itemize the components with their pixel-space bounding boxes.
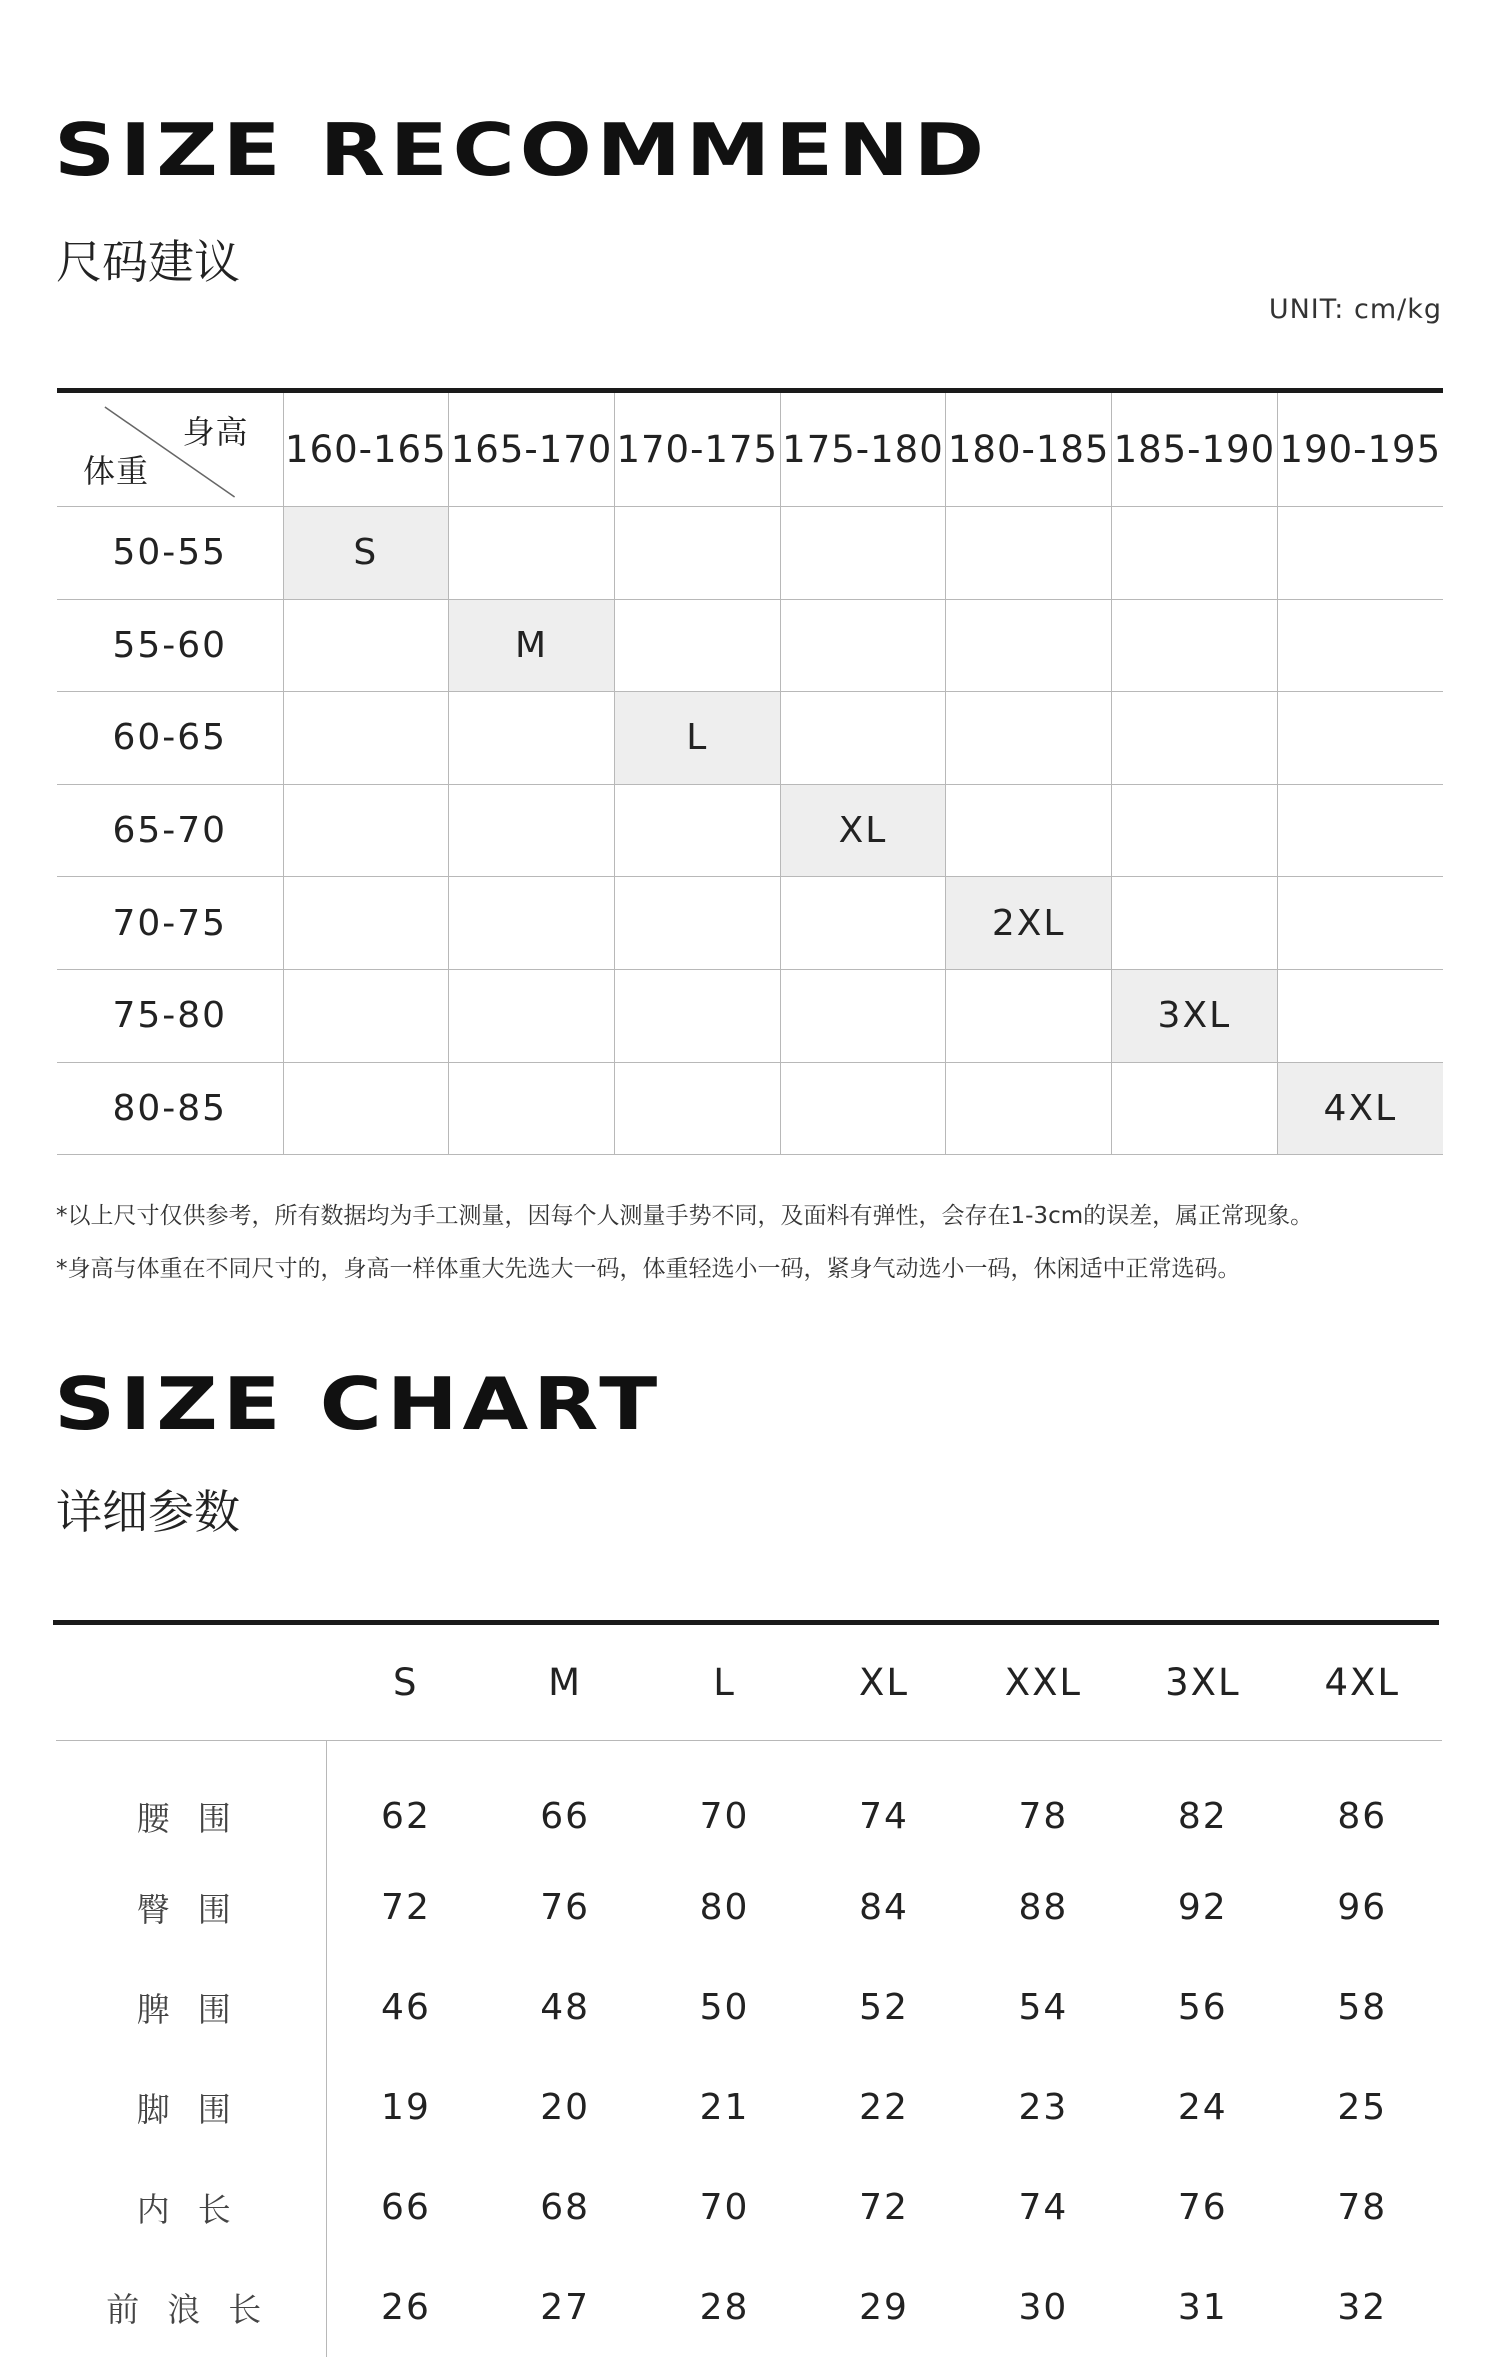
recommended-size-cell: 2XL [946, 877, 1112, 970]
measurement-value: 30 [1018, 2286, 1069, 2328]
measurement-value: 62 [381, 1795, 431, 1837]
empty-cell [780, 1062, 946, 1155]
weight-label: 60-65 [57, 692, 283, 785]
measurement-value: 68 [540, 2186, 591, 2228]
note-line: *以上尺寸仅供参考，所有数据均为手工测量，因每个人测量手势不同，及面料有弹性，会存在1-3cm的误差，属正常现象。 [56, 1203, 1314, 1229]
empty-cell [780, 877, 946, 970]
empty-cell [1112, 507, 1278, 600]
size-header: M [485, 1625, 644, 1741]
empty-cell [946, 1062, 1112, 1155]
measurement-value: 31 [1177, 2286, 1228, 2328]
weight-label: 55-60 [57, 599, 283, 692]
empty-cell [614, 507, 780, 600]
recommended-size-cell: 3XL [1112, 969, 1278, 1062]
measurement-value: 78 [1337, 2186, 1388, 2228]
measurement-value: 72 [859, 2186, 909, 2228]
measurement-value: 70 [699, 2186, 750, 2228]
empty-cell [1277, 784, 1443, 877]
measurement-value: 92 [1177, 1886, 1228, 1928]
empty-cell [946, 507, 1112, 600]
measurement-value: 21 [699, 2086, 750, 2128]
empty-cell [780, 692, 946, 785]
size-header: 4XL [1283, 1625, 1442, 1741]
empty-cell [449, 1062, 615, 1155]
empty-cell [1112, 784, 1278, 877]
measurement-value: 86 [1337, 1795, 1388, 1837]
measurement-value: 78 [1018, 1795, 1069, 1837]
recommend-title: SIZE RECOMMEND [54, 108, 989, 192]
measurement-value: 26 [381, 2286, 431, 2328]
empty-cell [1277, 692, 1443, 785]
chart-subtitle: 详细参数 [56, 1485, 240, 1539]
measurement-label: 脚围 [56, 2057, 326, 2157]
empty-cell [1112, 1062, 1278, 1155]
height-header: 165-170 [449, 391, 615, 507]
empty-cell [1112, 877, 1278, 970]
empty-cell [946, 599, 1112, 692]
weight-label: 70-75 [57, 877, 283, 970]
empty-cell [614, 599, 780, 692]
chart-corner-cell [56, 1625, 326, 1741]
recommend-subtitle: 尺码建议 [56, 235, 240, 289]
empty-cell [614, 877, 780, 970]
measurement-value: 76 [540, 1886, 591, 1928]
empty-cell [283, 692, 449, 785]
measurement-label: 脾围 [56, 1957, 326, 2057]
chart-header-row [56, 1625, 1442, 1741]
height-header: 160-165 [283, 391, 449, 507]
chart-title: SIZE CHART [54, 1362, 662, 1446]
measurement-value: 74 [1018, 2186, 1069, 2228]
measurement-value: 84 [859, 1886, 909, 1928]
empty-cell [1112, 692, 1278, 785]
measurement-value: 48 [540, 1986, 591, 2028]
measurement-value: 74 [859, 1795, 909, 1837]
recommend-header-row [57, 391, 1443, 507]
empty-cell [1277, 969, 1443, 1062]
empty-cell [614, 784, 780, 877]
recommend-row [57, 784, 1443, 877]
height-header: 175-180 [780, 391, 946, 507]
measurement-label: 内长 [56, 2157, 326, 2257]
measurement-value: 32 [1337, 2286, 1388, 2328]
recommended-size-cell: L [614, 692, 780, 785]
recommend-row [57, 1062, 1443, 1155]
corner-height-label: 身高 [182, 413, 249, 451]
recommend-row [57, 969, 1443, 1062]
empty-cell [946, 784, 1112, 877]
measurement-row [56, 2057, 1442, 2157]
empty-cell [946, 969, 1112, 1062]
empty-cell [1112, 599, 1278, 692]
measurement-value: 29 [859, 2286, 909, 2328]
recommend-row [57, 877, 1443, 970]
measurement-value: 28 [699, 2286, 750, 2328]
measurement-value: 52 [859, 1986, 909, 2028]
unit-label: UNIT: cm/kg [1268, 294, 1442, 325]
weight-label: 75-80 [57, 969, 283, 1062]
empty-cell [283, 877, 449, 970]
empty-cell [1277, 877, 1443, 970]
measurement-value: 88 [1018, 1886, 1069, 1928]
measurement-value: 46 [381, 1986, 431, 2028]
note-line: *身高与体重在不同尺寸的，身高一样体重大先选大一码，体重轻选小一码，紧身气动选小一码，休闲适中正常选码。 [56, 1256, 1241, 1282]
weight-label: 65-70 [57, 784, 283, 877]
measurement-value: 27 [540, 2286, 591, 2328]
recommended-size-cell: XL [780, 784, 946, 877]
empty-cell [283, 969, 449, 1062]
empty-cell [449, 784, 615, 877]
empty-cell [614, 969, 780, 1062]
measurement-row [56, 2257, 1442, 2357]
empty-cell [780, 599, 946, 692]
measurement-value: 50 [699, 1986, 750, 2028]
size-recommend-table [57, 388, 1443, 1155]
corner-cell [57, 391, 283, 507]
measurement-value: 76 [1177, 2186, 1228, 2228]
measurement-value: 66 [381, 2186, 431, 2228]
measurement-value: 22 [859, 2086, 909, 2128]
measurement-value: 72 [381, 1886, 431, 1928]
measurement-value: 56 [1177, 1986, 1228, 2028]
size-header: 3XL [1123, 1625, 1282, 1741]
recommended-size-cell: 4XL [1277, 1062, 1443, 1155]
recommend-row [57, 599, 1443, 692]
measurement-value: 96 [1337, 1886, 1388, 1928]
height-header: 180-185 [946, 391, 1112, 507]
recommend-row [57, 507, 1443, 600]
height-header: 170-175 [614, 391, 780, 507]
measurement-label: 腰围 [56, 1741, 326, 1858]
weight-label: 80-85 [57, 1062, 283, 1155]
recommended-size-cell: S [283, 507, 449, 600]
size-header: XL [804, 1625, 963, 1741]
measurement-value: 82 [1177, 1795, 1228, 1837]
measurement-value: 19 [381, 2086, 431, 2128]
measurement-row [56, 1957, 1442, 2057]
empty-cell [449, 969, 615, 1062]
measurement-row [56, 1857, 1442, 1957]
measurement-value: 58 [1337, 1986, 1388, 2028]
measurement-value: 23 [1018, 2086, 1069, 2128]
recommended-size-cell: M [449, 599, 615, 692]
empty-cell [780, 969, 946, 1062]
empty-cell [614, 1062, 780, 1155]
measurement-label: 臀围 [56, 1857, 326, 1957]
recommend-row [57, 692, 1443, 785]
size-chart-table [56, 1625, 1442, 2357]
measurement-label: 前浪长 [56, 2257, 326, 2357]
size-header: S [326, 1625, 485, 1741]
empty-cell [283, 1062, 449, 1155]
empty-cell [1277, 507, 1443, 600]
empty-cell [449, 692, 615, 785]
size-header: XXL [964, 1625, 1123, 1741]
empty-cell [946, 692, 1112, 785]
corner-weight-label: 体重 [83, 452, 150, 490]
empty-cell [1277, 599, 1443, 692]
measurement-value: 66 [540, 1795, 591, 1837]
height-header: 190-195 [1277, 391, 1443, 507]
size-header: L [645, 1625, 804, 1741]
weight-label: 50-55 [57, 507, 283, 600]
empty-cell [449, 507, 615, 600]
measurement-value: 20 [540, 2086, 591, 2128]
empty-cell [283, 784, 449, 877]
height-header: 185-190 [1112, 391, 1278, 507]
measurement-row [56, 1741, 1442, 1858]
empty-cell [283, 599, 449, 692]
empty-cell [780, 507, 946, 600]
measurement-value: 54 [1018, 1986, 1069, 2028]
measurement-value: 70 [699, 1795, 750, 1837]
notes [56, 1190, 1313, 1296]
measurement-value: 24 [1177, 2086, 1228, 2128]
empty-cell [449, 877, 615, 970]
measurement-value: 25 [1337, 2086, 1388, 2128]
measurement-row [56, 2157, 1442, 2257]
measurement-value: 80 [699, 1886, 750, 1928]
